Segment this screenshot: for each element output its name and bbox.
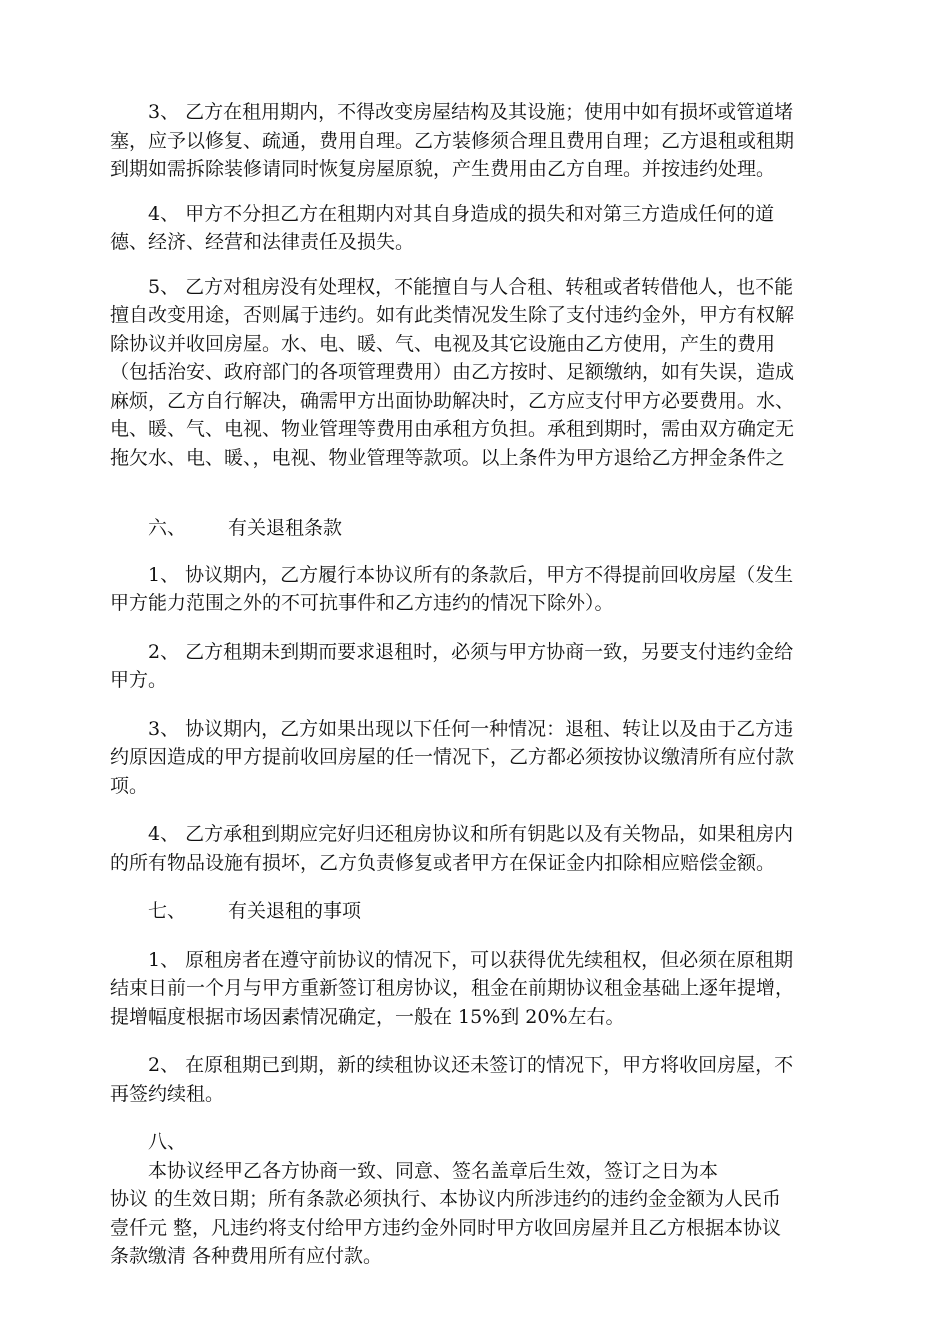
clause-5-4	[110, 200, 842, 257]
clause-6-2	[110, 638, 842, 695]
section-number: 八、	[148, 1131, 187, 1153]
text-fragment: 本协议经甲乙各方协商一致、同意、签名盖章后生效，签订之日为本	[148, 1159, 719, 1182]
clause-8	[110, 1128, 842, 1271]
text-line: 除协议并收回房屋。水、电、暖、气、电视及其它设施由乙方使用，产生的费用	[110, 332, 776, 355]
text-line: 甲方。	[110, 669, 168, 691]
text-line: （包括治安、政府部门的各项管理费用）由乙方按时、足额缴纳，如有失误，造成	[110, 361, 795, 383]
text-line: 2、 在原租期已到期，新的续租协议还未签订的情况下，甲方将收回房屋，不	[148, 1054, 794, 1076]
clause-5-3	[110, 98, 842, 184]
section-6-heading	[110, 514, 842, 543]
clause-6-1	[110, 561, 842, 618]
text-line: 4、 乙方承租到期应完好归还租房协议和所有钥匙以及有关物品，如果租房内	[148, 823, 794, 845]
text-line: 约原因造成的甲方提前收回房屋的任一情况下，乙方都必须按协议缴清所有应付款	[110, 746, 795, 768]
section-title: 有关退租条款	[228, 517, 343, 539]
clause-6-4	[110, 820, 842, 877]
text-line: 2、 乙方租期未到期而要求退租时，必须与甲方协商一致，另要支付违约金给	[148, 640, 794, 663]
text-line: 协议 的生效日期；所有条款必须执行、本协议内所涉违约的违约金金额为人民币	[110, 1188, 782, 1210]
text-line: 结束日前一个月与甲方重新签订租房协议，租金在前期协议租金基础上逐年提增，	[110, 977, 795, 999]
text-line: 塞，应予以修复、疏通，费用自理。乙方装修须合理且费用自理；乙方退租或租期	[110, 129, 795, 152]
text-line: 麻烦，乙方自行解决，确需甲方出面协助解决时，乙方应支付甲方必要费用。水、	[110, 389, 795, 412]
text-line: 3、 乙方在租用期内，不得改变房屋结构及其设施；使用中如有损坏或管道堵	[148, 101, 794, 123]
text-line	[110, 1128, 842, 1185]
clause-7-1	[110, 946, 842, 1032]
clause-7-2	[110, 1051, 842, 1108]
text-line: 再签约续租。	[110, 1082, 225, 1105]
text-line: 1、 协议期内，乙方履行本协议所有的条款后，甲方不得提前回收房屋（发生	[148, 563, 794, 586]
text-line: 到期如需拆除装修请同时恢复房屋原貌，产生费用由乙方自理。并按违约处理。	[110, 158, 776, 180]
text-line: 的所有物品设施有损坏，乙方负责修复或者甲方在保证金内扣除相应赔偿金额。	[110, 851, 776, 874]
text-line: 条款缴清 各种费用所有应付款。	[110, 1245, 383, 1267]
text-line: 4、 甲方不分担乙方在租期内对其自身造成的损失和对第三方造成任何的道	[148, 202, 775, 225]
clause-5-5	[110, 273, 842, 473]
text-line: 拖欠水、电、暖、，电视、物业管理等款项。以上条件为甲方退给乙方押金条件之	[110, 446, 785, 469]
text-line: 3、 协议期内，乙方如果出现以下任何一种情况：退租、转让以及由于乙方违	[148, 717, 794, 740]
section-title: 有关退租的事项	[228, 900, 362, 922]
text-line: 擅自改变用途，否则属于违约。如有此类情况发生除了支付违约金外，甲方有权解	[110, 304, 795, 326]
text-line: 提增幅度根据市场因素情况确定，一般在 15%到 20%左右。	[110, 1005, 625, 1028]
text-line: 项。	[110, 774, 149, 797]
section-number: 七、	[148, 900, 187, 922]
text-line: 电、暖、气、电视、物业管理等费用由承租方负担。承租到期时，需由双方确定无	[110, 418, 795, 440]
text-line: 1、 原租房者在遵守前协议的情况下，可以获得优先续租权，但必须在原租期	[148, 948, 794, 971]
clause-6-3	[110, 715, 842, 801]
text-line: 壹仟元 整，凡违约将支付给甲方违约金外同时甲方收回房屋并且乙方根据本协议	[110, 1216, 782, 1239]
text-line: 德、经济、经营和法律责任及损失。	[110, 231, 415, 253]
section-7-heading	[110, 897, 842, 926]
section-number: 六、	[148, 517, 187, 539]
text-line: 甲方能力范围之外的不可抗事件和乙方违约的情况下除外）。	[110, 592, 614, 614]
text-line: 5、 乙方对租房没有处理权，不能擅自与人合租、转租或者转借他人，也不能	[148, 275, 794, 298]
